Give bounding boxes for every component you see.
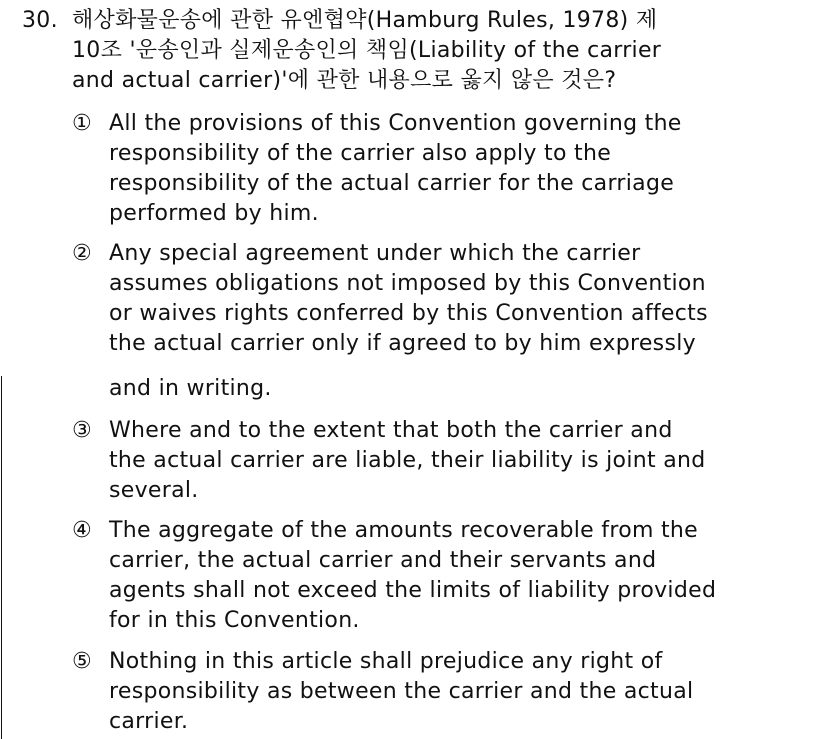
margin-rule [1, 376, 2, 739]
option-2-continuation: and in writing. [109, 376, 272, 401]
option-4-marker: ④ [72, 518, 93, 543]
option-2-marker: ② [72, 241, 93, 266]
option-1-marker: ① [72, 111, 93, 136]
option-5[interactable] [72, 647, 812, 737]
option-2-text: Any special agreement under which the carrier assumes obligations not imposed by this Convention or waives rights conferred by this Convention affects the actual carrier only if agreed to by him expressly [109, 241, 708, 356]
option-3-text: Where and to the extent that both the carrier and the actual carrier are liable, their liability is joint and several. [109, 418, 706, 503]
option-1[interactable] [72, 109, 812, 229]
option-3-marker: ③ [72, 418, 93, 443]
option-5-text: Nothing in this article shall prejudice any right of responsibility as between the carrier and the actual carrier. [109, 649, 694, 734]
option-1-text: All the provisions of this Convention governing the responsibility of the carrier also apply to the responsibility of the actual carrier for the carriage performed by him. [109, 111, 682, 226]
option-4[interactable] [72, 516, 812, 636]
question-stem [22, 6, 812, 96]
question [22, 6, 812, 96]
question-number: 30. [22, 8, 58, 33]
option-2[interactable] [72, 239, 812, 359]
option-3[interactable] [72, 416, 812, 506]
question-text: 해상화물운송에 관한 유엔협약(Hamburg Rules, 1978) 제 10조 '운송인과 실제운송인의 책임(Liability of the carrier and actual carrier)'에 관한 내용으로 옳지 않은 것은? [72, 8, 662, 93]
option-4-text: The aggregate of the amounts recoverable from the carrier, the actual carrier and their servants and agents shall not exceed the limits of liability provided for in this Convention. [109, 518, 717, 633]
option-5-marker: ⑤ [72, 649, 93, 674]
